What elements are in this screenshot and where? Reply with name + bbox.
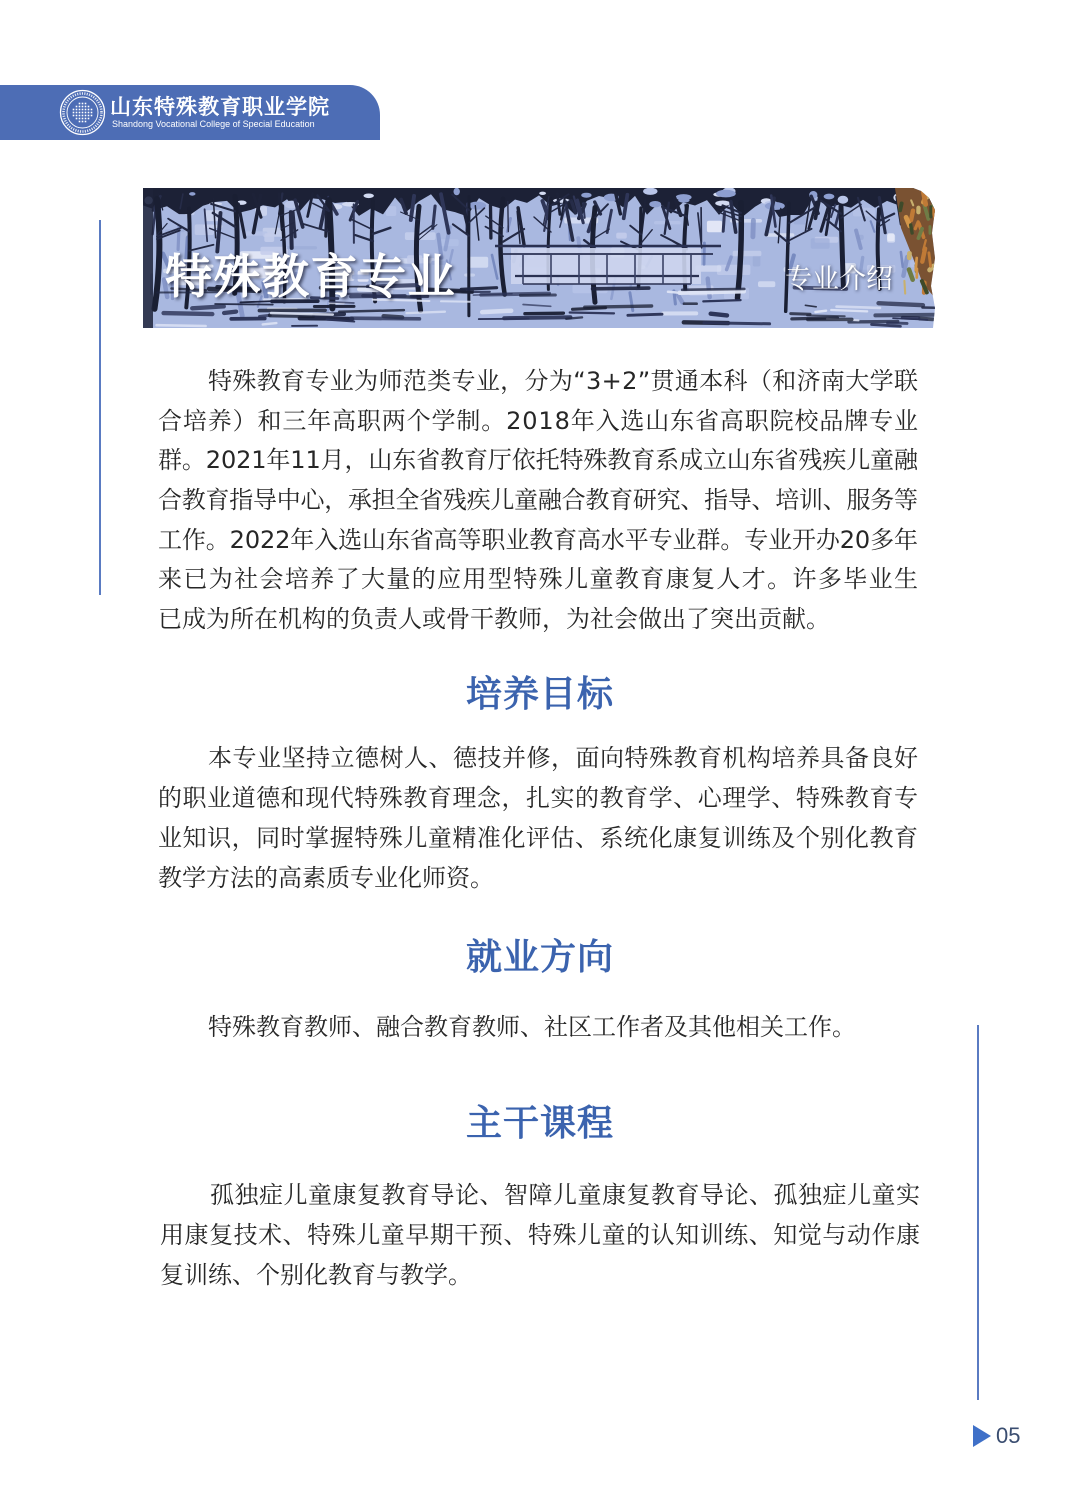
ground-stroke xyxy=(585,306,652,307)
ground-stroke xyxy=(875,315,935,316)
seal-dot xyxy=(91,112,93,114)
canopy-gap xyxy=(189,192,195,196)
ground-stroke xyxy=(628,314,662,315)
sky-patch xyxy=(707,221,722,233)
foliage-stroke xyxy=(922,249,925,262)
seal-dot xyxy=(88,115,90,117)
sky-patch xyxy=(887,234,895,243)
ground-stroke xyxy=(872,325,901,327)
intro-paragraph xyxy=(158,362,918,640)
ground-stroke xyxy=(157,325,206,326)
canopy-gap xyxy=(581,193,591,198)
seal-dot xyxy=(79,109,81,111)
ground-stroke xyxy=(703,300,740,301)
line-text: 合培养）和三年高职两个学制。2018年入选山东省高职院校品牌专业 xyxy=(158,406,919,435)
line-text: 来已为社会培养了大量的应用型特殊儿童教育康复人才。许多毕业生 xyxy=(158,565,920,594)
seal-dot xyxy=(79,121,81,123)
section-heading-core-courses: 主干课程 xyxy=(465,1103,614,1144)
seal-dot xyxy=(82,106,84,108)
seal-dot xyxy=(91,115,93,117)
seal-dot xyxy=(85,106,87,108)
paragraph-line xyxy=(158,738,918,778)
seal-dot xyxy=(85,109,87,111)
canopy-gap xyxy=(643,188,657,195)
canopy-stroke xyxy=(508,202,509,232)
seal-dot xyxy=(82,121,84,123)
ground-stroke xyxy=(263,323,277,324)
line-text: 业知识，同时掌握特殊儿童精准化评估、系统化康复训练及个别化教育 xyxy=(158,824,919,852)
seal-dot xyxy=(85,103,87,105)
core-courses-paragraph xyxy=(160,1175,920,1295)
line-text: 特殊教育专业为师范类专业，分为“3+2”贯通本科（和济南大学联 xyxy=(208,367,919,395)
ground-stroke xyxy=(504,317,570,318)
seal-dot xyxy=(85,112,87,114)
sky-patch xyxy=(794,216,807,224)
sky-patch xyxy=(811,238,830,249)
sky-patch xyxy=(440,239,458,246)
seal-dot xyxy=(73,115,75,117)
seal-dot xyxy=(76,106,78,108)
section-heading-training-goals: 培养目标 xyxy=(465,674,614,715)
seal-dot xyxy=(85,115,87,117)
ground-stroke xyxy=(224,312,236,313)
ground-stroke xyxy=(807,315,845,316)
foliage-stroke xyxy=(911,225,912,233)
seal-dot xyxy=(88,106,90,108)
canopy-gap xyxy=(824,194,835,200)
seal-dot xyxy=(82,118,84,120)
canopy-gap xyxy=(838,196,849,204)
college-seal-icon xyxy=(59,89,106,136)
left-accent-rule xyxy=(99,220,101,595)
paragraph-line xyxy=(158,818,918,858)
canopy-gap xyxy=(539,192,546,195)
line-text: 工作。2022年入选山东省高等职业教育高水平专业群。专业开办20多年 xyxy=(158,525,918,554)
canopy-gap xyxy=(454,188,460,195)
ground-stroke xyxy=(922,308,935,309)
sky-patch xyxy=(195,224,214,235)
ground-stroke xyxy=(668,292,681,293)
line-text: 本专业坚持立德树人、德技并修，面向特殊教育机构培养具备良好 xyxy=(208,744,919,772)
line-text: 特殊教育教师、融合教育教师、社区工作者及其他相关工作。 xyxy=(208,1013,856,1041)
ground-stroke xyxy=(570,313,614,314)
ground-stroke xyxy=(164,313,213,314)
seal-dot xyxy=(79,103,81,105)
line-text: 复训练、个别化教育与教学。 xyxy=(160,1261,472,1289)
seal-dot xyxy=(73,109,75,111)
paragraph-line xyxy=(160,1255,920,1295)
ground-stroke xyxy=(593,288,649,289)
line-text: 的职业道德和现代特殊教育理念，扎实的教育学、心理学、特殊教育专 xyxy=(158,784,919,812)
paragraph-line xyxy=(158,778,918,818)
canopy-stroke xyxy=(291,212,292,248)
line-text: 群。2021年11月，山东省教育厅依托特殊教育系成立山东省残疾儿童融 xyxy=(158,446,918,475)
seal-dot xyxy=(88,112,90,114)
seal-dot xyxy=(82,115,84,117)
ground-stroke xyxy=(566,317,582,318)
ground-stroke xyxy=(682,289,744,290)
ground-stroke xyxy=(815,311,826,312)
line-text: 孤独症儿童康复教育导论、智障儿童康复教育导论、孤独症儿童实 xyxy=(210,1181,921,1209)
paragraph-line xyxy=(158,521,918,561)
section-heading-career-direction: 就业方向 xyxy=(465,937,614,978)
seal-dot xyxy=(85,118,87,120)
seal-dot xyxy=(91,109,93,111)
paragraph-line xyxy=(158,600,918,640)
paragraph-line xyxy=(158,560,918,600)
line-text: 已成为所在机构的负责人或骨干教师，为社会做出了突出贡献。 xyxy=(158,605,830,634)
foliage-stroke xyxy=(911,211,913,221)
ground-stroke xyxy=(791,314,810,315)
seal-dot xyxy=(76,115,78,117)
seal-dot xyxy=(79,106,81,108)
sky-patch xyxy=(733,251,762,256)
triangle-right-icon xyxy=(973,1425,991,1447)
seal-dot xyxy=(82,112,84,114)
sky-patch xyxy=(753,255,761,266)
foliage-stroke xyxy=(923,191,926,204)
right-accent-rule xyxy=(977,1025,979,1400)
sky-patch xyxy=(264,233,274,242)
seal-dot xyxy=(76,118,78,120)
banner-title: 特殊教育专业 xyxy=(165,250,456,305)
canopy-gap xyxy=(676,194,692,200)
ground-stroke xyxy=(525,313,564,314)
paragraph-line xyxy=(158,362,918,402)
ground-stroke xyxy=(831,310,867,311)
paragraph-line xyxy=(158,441,918,481)
sky-stroke xyxy=(708,279,710,298)
seal-dot xyxy=(76,112,78,114)
canopy-gap xyxy=(364,194,374,199)
seal-dot xyxy=(73,112,75,114)
banner-tag: 专业介绍 xyxy=(785,264,893,295)
ground-stroke xyxy=(407,312,445,313)
seal-dot xyxy=(85,121,87,123)
sky-patch xyxy=(717,265,751,275)
paragraph-line xyxy=(158,481,918,521)
career-direction-paragraph xyxy=(158,1007,918,1047)
ground-stroke xyxy=(192,306,224,308)
ground-stroke xyxy=(837,307,881,308)
canopy-gap xyxy=(716,190,736,198)
canopy-gap xyxy=(649,201,661,207)
ground-stroke xyxy=(300,318,353,319)
ground-stroke xyxy=(482,311,511,312)
ground-stroke xyxy=(271,313,333,315)
ground-stroke xyxy=(888,323,908,324)
ground-stroke xyxy=(680,291,744,292)
line-text: 用康复技术、特殊儿童早期干预、特殊儿童的认知训练、知觉与动作康 xyxy=(160,1221,921,1249)
paragraph-line xyxy=(160,1215,920,1255)
seal-dot xyxy=(82,103,84,105)
ground-stroke xyxy=(270,315,313,316)
triangle-shape xyxy=(973,1425,991,1447)
ground-stroke xyxy=(351,318,419,319)
paragraph-line xyxy=(158,1007,918,1047)
paragraph-line xyxy=(158,858,918,898)
line-text: 合教育指导中心，承担全省残疾儿童融合教育研究、指导、培训、服务等 xyxy=(158,486,918,515)
paragraph-line xyxy=(158,402,918,442)
seal-dot xyxy=(76,109,78,111)
ground-stroke xyxy=(339,310,404,312)
training-goals-paragraph xyxy=(158,738,918,898)
sky-patch xyxy=(616,233,627,239)
canopy-stroke xyxy=(723,213,724,231)
seal-dot xyxy=(79,118,81,120)
seal-dot xyxy=(79,112,81,114)
line-text: 教学方法的高素质专业化师资。 xyxy=(158,864,494,892)
ground-stroke xyxy=(704,323,770,324)
seal-emblem xyxy=(73,103,93,123)
foliage-stroke xyxy=(900,204,902,211)
foliage-stroke xyxy=(916,258,917,270)
page-number: 05 xyxy=(996,1423,1021,1448)
ground-stroke xyxy=(711,314,727,316)
college-name-cn: 山东特殊教育职业学院 xyxy=(110,94,330,119)
college-name-en: Shandong Vocational College of Special Education xyxy=(112,119,315,129)
seal-dot xyxy=(88,109,90,111)
seal-dot xyxy=(79,115,81,117)
sky-stroke xyxy=(753,220,754,236)
left-edge-shadow xyxy=(143,188,153,328)
foliage-stroke xyxy=(929,253,931,266)
banner xyxy=(143,188,935,328)
foliage-stroke xyxy=(904,281,905,294)
ground-stroke xyxy=(461,288,496,290)
seal-dot xyxy=(88,118,90,120)
ground-stroke xyxy=(879,303,924,305)
seal-dot xyxy=(82,109,84,111)
paragraph-line xyxy=(160,1175,920,1215)
sky-patch xyxy=(758,281,775,287)
